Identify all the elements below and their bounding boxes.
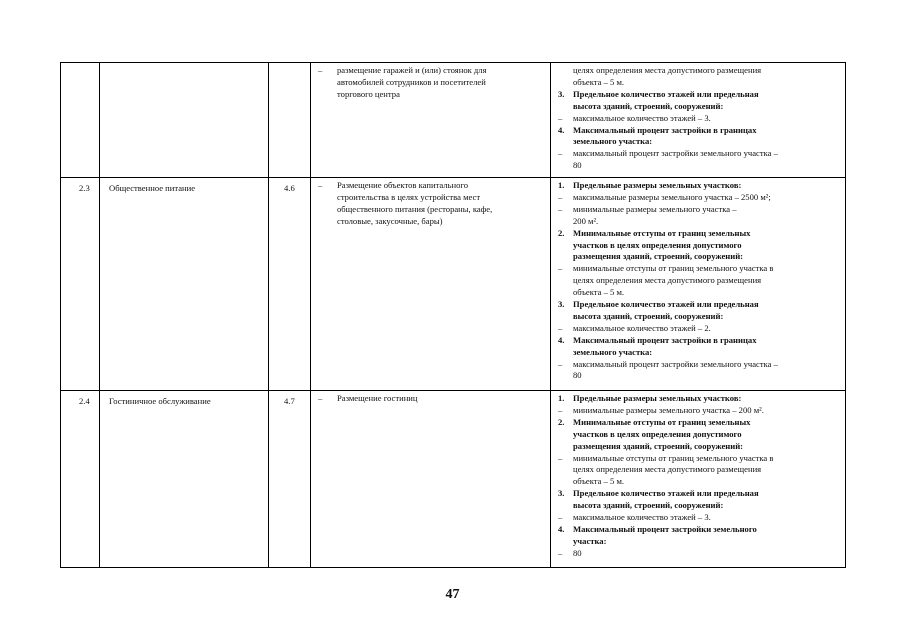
param-text-line: минимальные отступы от границ земельного участка в <box>573 452 774 463</box>
param-marker: 2. <box>558 416 565 427</box>
param-text-line: максимальное количество этажей – 2. <box>573 322 711 333</box>
activity-text-line: Размещение гостиниц <box>337 393 418 403</box>
param-marker: – <box>558 191 563 202</box>
param-text-line: Минимальные отступы от границ земельных <box>573 416 751 427</box>
param-text-line: Предельные размеры земельных участков: <box>573 180 742 190</box>
table-bottom-border <box>60 567 846 568</box>
param-text-line: максимальные размеры земельного участка – 2500 м²; <box>573 191 771 202</box>
row-separator <box>60 62 846 63</box>
activity-dash: – <box>318 393 323 403</box>
param-text-line: Предельное количество этажей или предельная <box>573 488 759 499</box>
param-text-line: участков в целях определения допустимого <box>573 239 742 250</box>
param-text-line: участка: <box>573 535 607 546</box>
cell-activity-code: 4.7 <box>284 396 295 406</box>
cell-activity-name: Общественное питание <box>109 183 196 193</box>
param-text-line: 200 м². <box>573 215 599 226</box>
activity-text-line: автомобилей сотрудников и посетителей <box>337 76 486 87</box>
param-text-line: максимальный процент застройки земельного участка – <box>573 148 778 159</box>
column-separator <box>550 62 551 568</box>
column-separator <box>310 62 311 568</box>
param-marker: – <box>558 452 563 463</box>
activity-text-line: Размещение объектов капитального <box>337 180 469 190</box>
row-separator <box>60 390 846 391</box>
param-text-line: 80 <box>573 370 582 381</box>
activity-text-line: столовые, закусочные, бары) <box>337 215 443 226</box>
param-text-line: участков в целях определения допустимого <box>573 428 742 439</box>
param-text-line: объекта – 5 м. <box>573 287 625 298</box>
param-marker: – <box>558 263 563 274</box>
param-marker: – <box>558 358 563 369</box>
param-marker: – <box>558 404 563 415</box>
param-marker: 4. <box>558 334 565 345</box>
param-marker: – <box>558 512 563 522</box>
param-text-line: высота зданий, строений, сооружений: <box>573 310 724 321</box>
page-number: 47 <box>445 587 460 602</box>
param-text-line: размещения зданий, строений, сооружений: <box>573 251 744 262</box>
param-text-line: 80 <box>573 547 582 558</box>
activity-text-line: размещение гаражей и (или) стоянок для <box>337 65 487 75</box>
param-marker: 3. <box>558 299 565 309</box>
param-text-line: 80 <box>573 160 582 171</box>
param-text-line: Минимальные отступы от границ земельных <box>573 227 751 238</box>
param-text-line: Максимальный процент застройки земельного <box>573 523 757 534</box>
param-marker: – <box>558 547 563 558</box>
column-separator <box>60 62 61 568</box>
param-text-line: целях определения места допустимого размещения <box>573 464 762 475</box>
param-text-line: высота зданий, строений, сооружений: <box>573 500 724 511</box>
param-text-line: Предельное количество этажей или предельная <box>573 88 759 99</box>
param-text-line: максимальное количество этажей – 3. <box>573 112 711 123</box>
param-marker: 4. <box>558 523 565 534</box>
param-text-line: объекта – 5 м. <box>573 476 625 487</box>
activity-text-line: торгового центра <box>337 88 400 99</box>
param-marker: 1. <box>558 180 565 190</box>
activity-dash: – <box>318 65 323 75</box>
param-text-line: минимальные размеры земельного участка – <box>573 203 737 214</box>
param-text-line: Предельное количество этажей или предельная <box>573 299 759 309</box>
param-marker: – <box>558 322 563 333</box>
param-text-line: минимальные размеры земельного участка – 200 м². <box>573 404 764 415</box>
param-text-line: целях определения места допустимого размещения <box>573 275 762 286</box>
activity-dash: – <box>318 180 323 190</box>
param-marker: 3. <box>558 88 565 99</box>
param-text-line: земельного участка: <box>573 136 653 147</box>
cell-activity-code: 4.6 <box>284 183 295 193</box>
row-separator <box>60 177 846 178</box>
param-text-line: объекта – 5 м. <box>573 76 625 87</box>
cell-activity-name: Гостиничное обслуживание <box>109 396 211 406</box>
param-text-line: максимальное количество этажей – 3. <box>573 512 711 522</box>
param-marker: 2. <box>558 227 565 238</box>
param-text-line: минимальные отступы от границ земельного участка в <box>573 263 774 274</box>
param-text-line: размещения зданий, строений, сооружений: <box>573 440 744 451</box>
param-marker: – <box>558 203 563 214</box>
param-text-line: высота зданий, строений, сооружений: <box>573 100 724 111</box>
param-text-line: Максимальный процент застройки в границах <box>573 334 757 345</box>
param-marker: – <box>558 112 563 123</box>
column-separator <box>845 62 846 568</box>
param-marker: 4. <box>558 124 565 135</box>
param-text-line: Предельные размеры земельных участков: <box>573 393 742 403</box>
activity-text-line: строительства в целях устройства мест <box>337 191 481 202</box>
param-marker: – <box>558 148 563 159</box>
column-separator <box>99 62 100 568</box>
param-text-line: максимальный процент застройки земельного участка – <box>573 358 778 369</box>
cell-row-number: 2.4 <box>79 396 90 406</box>
param-text-line: земельного участка: <box>573 346 653 357</box>
param-marker: 3. <box>558 488 565 499</box>
column-separator <box>268 62 269 568</box>
param-text-line: Максимальный процент застройки в границах <box>573 124 757 135</box>
param-marker: 1. <box>558 393 565 403</box>
activity-text-line: общественного питания (рестораны, кафе, <box>337 203 493 214</box>
cell-row-number: 2.3 <box>79 183 90 193</box>
param-text-line: целях определения места допустимого размещения <box>573 65 762 75</box>
